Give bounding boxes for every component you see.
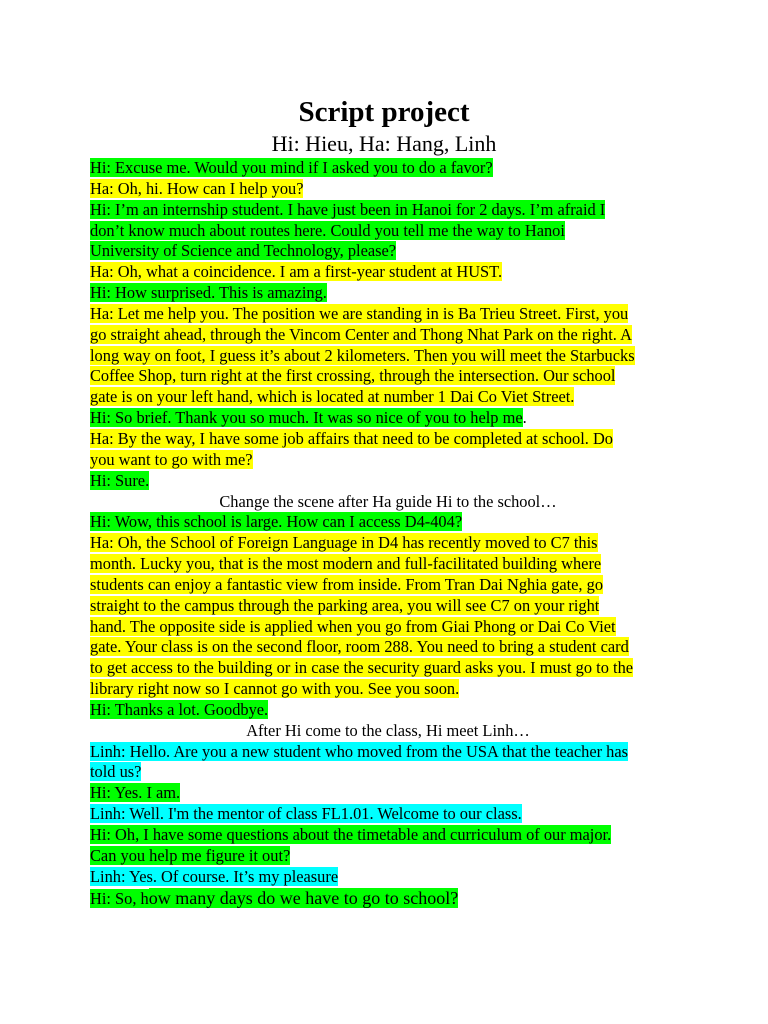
script-body [90, 158, 686, 908]
line-text: Ha: By the way, I have some job affairs that need to be completed at school. Do [90, 428, 613, 448]
line-text: Hi: Yes. I am. [90, 783, 181, 803]
page-title: Script project [298, 96, 470, 128]
line-text: Can you help me figure it out? [90, 845, 291, 865]
scene-direction-line [90, 721, 686, 742]
dialogue-line-linh [90, 762, 686, 783]
line-text: Coffee Shop, turn right at the first crossing, through the intersection. Our school [90, 366, 616, 386]
dialogue-line-hi [90, 158, 686, 179]
line-text: hand. The opposite side is applied when you go from Giai Phong or Dai Co Viet [90, 616, 616, 636]
dialogue-line-ha [90, 262, 686, 283]
dialogue-line-ha [90, 575, 686, 596]
dialogue-line-hi [90, 700, 686, 721]
line-text: Ha: Oh, hi. How can I help you? [90, 178, 304, 198]
line-text: Hi: Wow, this school is large. How can I access D4-404? [90, 512, 463, 532]
dialogue-line-hi [90, 200, 686, 221]
dialogue-line-ha [90, 596, 686, 617]
dialogue-line-hi [90, 408, 686, 429]
dialogue-line-ha [90, 366, 686, 387]
line-text: library right now so I cannot go with you. See you soon. [90, 679, 460, 699]
dialogue-line-ha [90, 679, 686, 700]
line-text: month. Lucky you, that is the most modern and full-facilitated building where [90, 554, 602, 574]
dialogue-line-hi [90, 825, 686, 846]
dialogue-line-hi [90, 888, 686, 909]
dialogue-line-linh [90, 804, 686, 825]
dialogue-line-hi [90, 783, 686, 804]
line-text: Ha: Oh, what a coincidence. I am a first-year student at HUST. [90, 262, 503, 282]
dialogue-line-linh [90, 742, 686, 763]
line-text: don’t know much about routes here. Could you tell me the way to Hanoi [90, 220, 565, 240]
line-text: gate. Your class is on the second floor, room 288. You need to bring a student card [90, 637, 629, 657]
dialogue-line-ha [90, 429, 686, 450]
dialogue-line-ha [90, 387, 686, 408]
line-tail: . [522, 408, 527, 428]
dialogue-line-ha [90, 554, 686, 575]
line-text: students can enjoy a fantastic view from inside. From Tran Dai Nghia gate, go [90, 574, 604, 594]
dialogue-line-hi [90, 283, 686, 304]
dialogue-line-ha [90, 450, 686, 471]
dialogue-line-ha [90, 304, 686, 325]
line-text: Hi: Excuse me. Would you mind if I asked you to do a favor? [90, 158, 493, 177]
line-text: to get access to the building or in case the security guard asks you. I must go to the [90, 658, 634, 678]
dialogue-line-ha [90, 179, 686, 200]
dialogue-line-ha [90, 325, 686, 346]
line-text: Hi: I’m an internship student. I have just been in Hanoi for 2 days. I’m afraid I [90, 199, 606, 219]
page-subtitle: Hi: Hieu, Ha: Hang, Linh [271, 131, 497, 156]
line-text: Hi: Sure. [90, 470, 150, 490]
dialogue-line-hi [90, 512, 686, 533]
line-text-large: ow many days do we have to go to school? [148, 887, 459, 908]
dialogue-line-hi [90, 846, 686, 867]
line-text: Hi: So, h [90, 888, 149, 908]
line-text: Linh: Well. I'm the mentor of class FL1.01. Welcome to our class. [90, 804, 522, 824]
dialogue-line-hi [90, 471, 686, 492]
line-text: Linh: Hello. Are you a new student who moved from the USA that the teacher has [90, 741, 629, 761]
dialogue-line-linh [90, 867, 686, 888]
dialogue-line-ha [90, 658, 686, 679]
line-text: long way on foot, I guess it’s about 2 kilometers. Then you will meet the Starbucks [90, 345, 635, 365]
dialogue-line-ha [90, 346, 686, 367]
line-text: Hi: Oh, I have some questions about the timetable and curriculum of our major. [90, 825, 612, 844]
dialogue-line-hi [90, 241, 686, 262]
line-text: you want to go with me? [90, 449, 253, 469]
line-text: Linh: Yes. Of course. It’s my pleasure [90, 866, 339, 886]
line-text: Ha: Let me help you. The position we are standing in is Ba Trieu Street. First, you [90, 303, 629, 323]
line-text: go straight ahead, through the Vincom Center and Thong Nhat Park on the right. A [90, 324, 632, 344]
dialogue-line-ha [90, 617, 686, 638]
scene-direction-line [90, 492, 686, 513]
line-text: told us? [90, 762, 142, 782]
line-text: Change the scene after Ha guide Hi to the school… [219, 491, 557, 511]
dialogue-line-ha [90, 637, 686, 658]
dialogue-line-hi [90, 221, 686, 242]
line-text: Hi: How surprised. This is amazing. [90, 283, 327, 303]
line-text: After Hi come to the class, Hi meet Linh… [246, 720, 530, 740]
line-text: Hi: Thanks a lot. Goodbye. [90, 699, 269, 719]
line-text: straight to the campus through the parking area, you will see C7 on your right [90, 595, 600, 615]
dialogue-line-ha [90, 533, 686, 554]
line-text: Hi: So brief. Thank you so much. It was so nice of you to help me [90, 408, 523, 428]
line-text: Ha: Oh, the School of Foreign Language in D4 has recently moved to C7 this [90, 533, 598, 553]
line-text: gate is on your left hand, which is located at number 1 Dai Co Viet Street. [90, 387, 575, 407]
line-text: University of Science and Technology, please? [90, 241, 397, 261]
